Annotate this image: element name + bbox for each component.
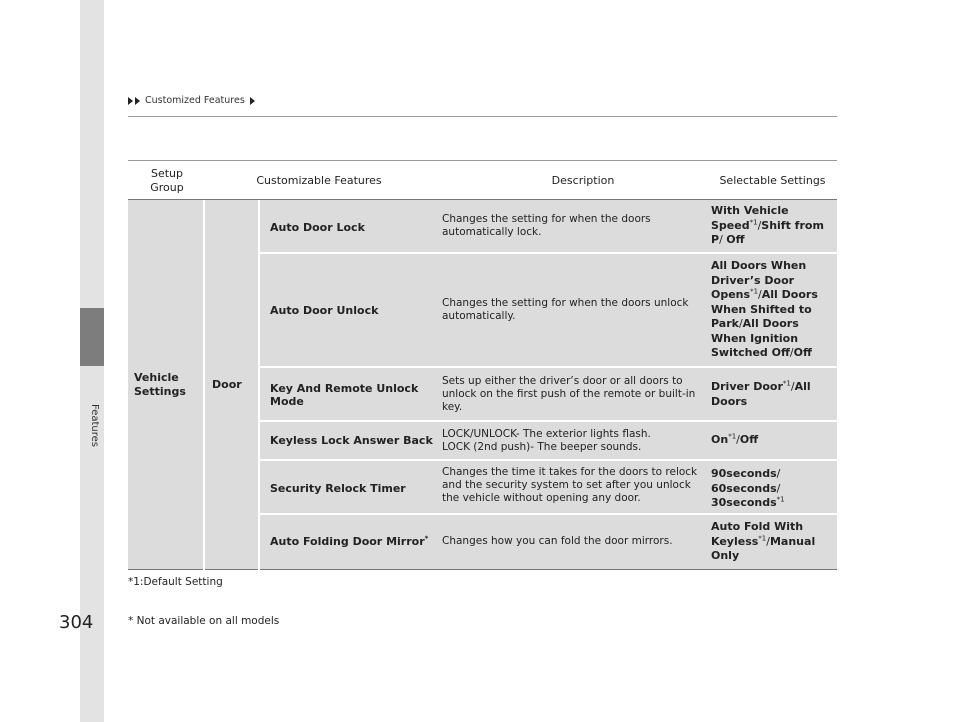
row-separator xyxy=(260,252,837,254)
selectable-settings xyxy=(711,520,835,564)
not-available-mark: * xyxy=(424,534,429,543)
feature-name: Auto Door Unlock xyxy=(270,304,379,317)
setting-option: Off xyxy=(726,233,745,246)
header-description: Description xyxy=(551,174,615,187)
triangle-right-icon xyxy=(250,97,255,105)
setting-separator: / xyxy=(719,233,727,246)
row-separator xyxy=(260,459,837,461)
breadcrumb-label[interactable]: Customized Features xyxy=(145,95,245,106)
setting-option: On xyxy=(711,433,729,446)
selectable-settings xyxy=(711,433,835,448)
triangle-right-icon xyxy=(128,97,133,105)
feature-name: Keyless Lock Answer Back xyxy=(270,434,433,447)
selectable-settings xyxy=(711,204,835,248)
setting-option: Shift from P xyxy=(711,218,824,246)
table-header xyxy=(128,160,837,200)
header-selectable-settings: Selectable Settings xyxy=(719,174,826,187)
feature-description: Changes the time it takes for the doors to relock and the security system to set after you unlock the vehicle without opening any door. xyxy=(442,466,698,504)
default-setting-mark: *1 xyxy=(776,495,785,504)
feature-name xyxy=(270,535,428,548)
setting-option: Off xyxy=(793,346,812,359)
setting-separator: / xyxy=(766,534,770,548)
default-setting-mark: *1 xyxy=(782,379,791,388)
row-separator xyxy=(260,366,837,368)
side-tab-label: Features xyxy=(89,404,100,447)
feature-description: Changes the setting for when the doors unlock automatically. xyxy=(442,297,689,322)
feature-name-text: Auto Folding Door Mirror xyxy=(270,535,425,548)
setting-option: With Vehicle Speed xyxy=(711,204,789,232)
header-customizable-features: Customizable Features xyxy=(256,174,382,187)
setting-separator: / xyxy=(736,433,740,446)
setting-option: All Doors When Shifted to Park xyxy=(711,288,818,330)
not-available-note: * Not available on all models xyxy=(128,615,280,627)
setting-separator: / xyxy=(790,380,795,393)
setting-option: 30seconds xyxy=(711,496,777,509)
row-separator xyxy=(260,513,837,515)
setting-separator: / xyxy=(776,481,781,495)
default-setting-mark: *1 xyxy=(728,432,737,441)
feature-name: Security Relock Timer xyxy=(270,482,406,495)
feature-description: Changes the setting for when the doors automatically lock. xyxy=(442,213,651,238)
side-tab-marker xyxy=(80,308,104,366)
breadcrumb xyxy=(128,95,255,106)
setting-separator: / xyxy=(757,218,762,232)
feature-description: Changes how you can fold the door mirrors. xyxy=(442,535,673,547)
default-setting-mark: *1 xyxy=(750,287,759,296)
setting-option: All Doors xyxy=(711,380,811,408)
feature-name: Key And Remote Unlock Mode xyxy=(270,382,419,408)
setting-option: 90seconds xyxy=(711,467,777,480)
selectable-settings xyxy=(711,380,835,409)
group-label: Vehicle Settings xyxy=(134,371,186,398)
subgroup-label: Door xyxy=(212,378,242,391)
setting-separator: / xyxy=(758,288,762,301)
column-separator xyxy=(203,200,205,570)
feature-description: Sets up either the driver’s door or all doors to unlock on the first push of the remote or built-in key. xyxy=(442,375,696,413)
page-number: 304 xyxy=(59,612,94,633)
setting-option: Driver Door xyxy=(711,380,783,393)
default-setting-mark: *1 xyxy=(758,533,767,542)
setting-separator: / xyxy=(776,467,781,480)
setting-option: Auto Fold With Keyless xyxy=(711,520,804,548)
setting-option: All Doors When Driver’s Door Opens xyxy=(711,259,807,301)
feature-description: LOCK/UNLOCK- The exterior lights flash. LOCK (2nd push)- The beeper sounds. xyxy=(442,428,651,453)
header-rule xyxy=(128,116,837,117)
feature-name: Auto Door Lock xyxy=(270,221,365,234)
row-separator xyxy=(260,420,837,422)
setting-option: Off xyxy=(739,433,759,446)
setting-separator: / xyxy=(789,346,794,359)
setting-option: Manual Only xyxy=(711,534,816,562)
setting-option: All Doors When Ignition Switched Off xyxy=(711,317,799,359)
selectable-settings xyxy=(711,259,835,361)
selectable-settings xyxy=(711,467,835,511)
triangle-right-icon xyxy=(135,97,140,105)
setting-separator: / xyxy=(738,317,743,330)
setting-option: 60seconds xyxy=(711,481,777,495)
footnote: *1:Default Setting xyxy=(128,576,223,588)
default-setting-mark: *1 xyxy=(749,217,758,226)
header-setup-group: Setup Group xyxy=(150,167,184,194)
